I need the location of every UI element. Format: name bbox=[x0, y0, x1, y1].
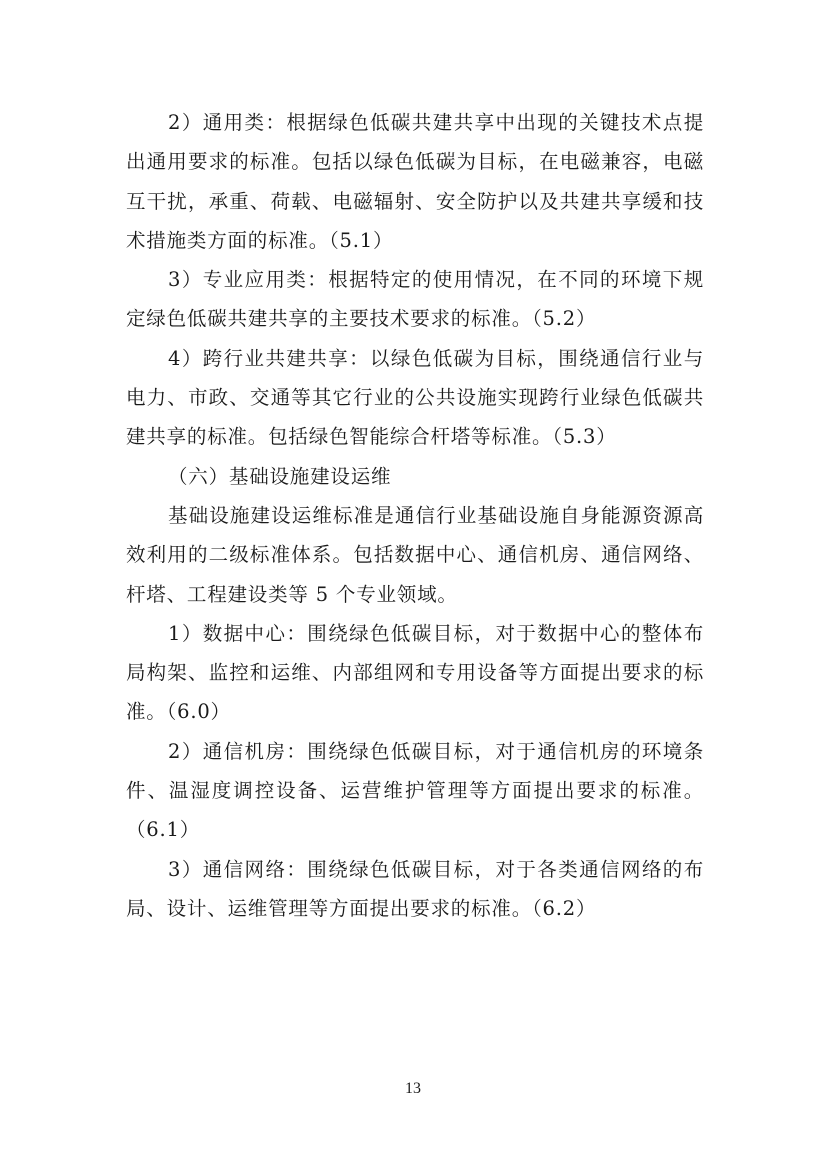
paragraph-infrastructure-intro: 基础设施建设运维标准是通信行业基础设施自身能源资源高效利用的二级标准体系。包括数据中心、通信机房、通信网络、杆塔、工程建设类等 5 个专业领域。 bbox=[126, 503, 704, 606]
paragraph-professional-application: 3）专业应用类：根据特定的使用情况，在不同的环境下规定绿色低碳共建共享的主要技术要求的标准。（5.2） bbox=[126, 268, 704, 331]
paragraph-data-center: 1）数据中心：围绕绿色低碳目标，对于数据中心的整体布局构架、监控和运维、内部组网和专用设备等方面提出要求的标准。（6.0） bbox=[126, 621, 704, 724]
document-body bbox=[126, 103, 704, 928]
page-number: 13 bbox=[405, 1080, 421, 1097]
paragraph-general-standards: 2）通用类：根据绿色低碳共建共享中出现的关键技术点提出通用要求的标准。包括以绿色低碳为目标，在电磁兼容，电磁互干扰，承重、荷载、电磁辐射、安全防护以及共建共享缓和技术措施类方面的标准。（5.1） bbox=[126, 111, 704, 252]
paragraph-cross-industry: 4）跨行业共建共享：以绿色低碳为目标，围绕通信行业与电力、市政、交通等其它行业的公共设施实现跨行业绿色低碳共建共享的标准。包括绿色智能综合杆塔等标准。（5.3） bbox=[126, 346, 704, 449]
section-heading: （六）基础设施建设运维 bbox=[168, 464, 392, 488]
paragraph-telecom-room: 2）通信机房：围绕绿色低碳目标，对于通信机房的环境条件、温湿度调控设备、运营维护管理等方面提出要求的标准。（6.1） bbox=[126, 739, 704, 842]
paragraph-telecom-network: 3）通信网络：围绕绿色低碳目标，对于各类通信网络的布局、设计、运维管理等方面提出要求的标准。（6.2） bbox=[126, 857, 704, 920]
